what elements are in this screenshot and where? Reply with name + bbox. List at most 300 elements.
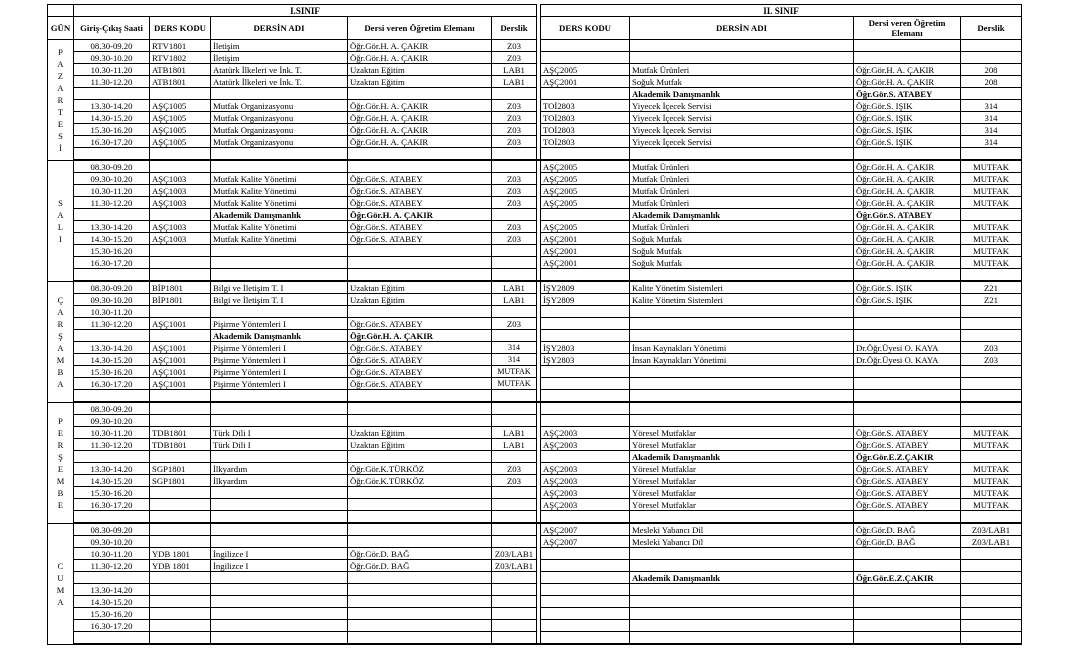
room-cell-2 — [961, 511, 1022, 524]
time-cell: 16.30-17.20 — [74, 136, 150, 148]
code-cell-1 — [150, 487, 211, 499]
teacher-cell-2: Öğr.Gör.H. A. ÇAKIR — [854, 233, 961, 245]
name-cell-1 — [211, 499, 348, 511]
room-cell-1: Z03 — [492, 100, 537, 112]
name-cell-2: Yöresel Mutfaklar — [630, 439, 854, 451]
schedule-row — [48, 112, 1022, 124]
teacher-cell-2 — [854, 318, 961, 330]
name-cell-1 — [211, 245, 348, 257]
name-cell-2: Soğuk Mutfak — [630, 233, 854, 245]
teacher-cell-2 — [854, 584, 961, 596]
schedule-sheet — [47, 4, 1022, 645]
name-cell-2: Soğuk Mutfak — [630, 245, 854, 257]
teacher-cell-2: Öğr.Gör.S. IŞIK — [854, 112, 961, 124]
code-cell-2: TOİ2803 — [541, 124, 630, 136]
code-cell-1 — [150, 306, 211, 318]
name-cell-1: İngilizce I — [211, 548, 348, 560]
schedule-row — [48, 451, 1022, 463]
schedule-row — [48, 245, 1022, 257]
schedule-row — [48, 197, 1022, 209]
name-cell-2 — [630, 40, 854, 52]
room-cell-1: MUTFAK — [492, 366, 537, 378]
time-cell: 09.30-10.20 — [74, 536, 150, 548]
name-cell-2: Mesleki Yabancı Dil — [630, 523, 854, 536]
day-letter: A — [57, 378, 64, 389]
code-cell-2 — [541, 584, 630, 596]
room-cell-1 — [492, 330, 537, 342]
code-cell-2 — [541, 572, 630, 584]
schedule-row — [48, 88, 1022, 100]
name-cell-1: Türk Dili I — [211, 427, 348, 439]
teacher-cell-1 — [348, 306, 492, 318]
code-cell-2 — [541, 52, 630, 64]
name-cell-2 — [630, 584, 854, 596]
teacher-cell-1: Öğr.Gör.S. ATABEY — [348, 318, 492, 330]
room-cell-2 — [961, 88, 1022, 100]
teacher-cell-2: Öğr.Gör.H. A. ÇAKIR — [854, 160, 961, 173]
room-cell-1: Z03/LAB1 — [492, 560, 537, 572]
room-cell-1: MUTFAK — [492, 378, 537, 390]
name-cell-2: Yiyecek İçecek Servisi — [630, 124, 854, 136]
teacher-cell-2: Öğr.Gör.S. ATABEY — [854, 487, 961, 499]
name-cell-2 — [630, 620, 854, 632]
room-cell-1: LAB1 — [492, 439, 537, 451]
name-cell-1: İletişim — [211, 40, 348, 52]
room-cell-2: MUTFAK — [961, 463, 1022, 475]
code-cell-1: AŞÇ1005 — [150, 136, 211, 148]
name-cell-1: Mutfak Kalite Yönetimi — [211, 197, 348, 209]
code-cell-2: AŞÇ2005 — [541, 185, 630, 197]
time-cell: 11.30-12.20 — [74, 318, 150, 330]
room-cell-1 — [492, 390, 537, 403]
time-cell — [74, 209, 150, 221]
time-cell: 16.30-17.20 — [74, 378, 150, 390]
teacher-cell-1: Öğr.Gör.H. A. ÇAKIR — [348, 112, 492, 124]
day-letter: S — [58, 197, 63, 208]
teacher-cell-2 — [854, 269, 961, 282]
day-letter: I — [59, 233, 62, 244]
name-cell-2: Soğuk Mutfak — [630, 76, 854, 88]
room-cell-2: MUTFAK — [961, 233, 1022, 245]
room-cell-1 — [492, 306, 537, 318]
name-cell-1: Mutfak Kalite Yönetimi — [211, 185, 348, 197]
schedule-row — [48, 185, 1022, 197]
day-letter: Z — [57, 70, 64, 81]
room-cell-2: 314 — [961, 136, 1022, 148]
name-cell-1: Mutfak Organizasyonu — [211, 124, 348, 136]
schedule-row — [48, 536, 1022, 548]
name-cell-1 — [211, 596, 348, 608]
day-letter: S — [58, 130, 63, 141]
schedule-row — [48, 209, 1022, 221]
name-cell-1 — [211, 511, 348, 524]
teacher-cell-2: Öğr.Gör.H. A. ÇAKIR — [854, 257, 961, 269]
room-cell-1: 314 — [492, 354, 537, 366]
teacher-cell-2: Öğr.Gör.H. A. ÇAKIR — [854, 197, 961, 209]
teacher-cell-1: Öğr.Gör.H. A. ÇAKIR — [348, 209, 492, 221]
room-cell-2 — [961, 209, 1022, 221]
room-cell-1 — [492, 269, 537, 282]
code-cell-2: AŞÇ2001 — [541, 233, 630, 245]
code-cell-1 — [150, 536, 211, 548]
time-cell: 09.30-10.20 — [74, 294, 150, 306]
time-cell — [74, 511, 150, 524]
time-cell: 08.30-09.20 — [74, 523, 150, 536]
time-cell: 13.30-14.20 — [74, 584, 150, 596]
name-cell-1: Mutfak Kalite Yönetimi — [211, 233, 348, 245]
teacher-cell-1: Öğr.Gör.S. ATABEY — [348, 342, 492, 354]
day-letter: Ş — [58, 451, 63, 462]
schedule-row — [48, 306, 1022, 318]
code-cell-1 — [150, 402, 211, 415]
time-cell: 16.30-17.20 — [74, 620, 150, 632]
code-cell-1 — [150, 390, 211, 403]
name-cell-2: Soğuk Mutfak — [630, 257, 854, 269]
teacher-cell-1: Öğr.Gör.H. A. ÇAKIR — [348, 136, 492, 148]
code-cell-2 — [541, 620, 630, 632]
room-cell-2 — [961, 620, 1022, 632]
time-cell: 15.30-16.20 — [74, 245, 150, 257]
column-header-row — [48, 17, 1022, 40]
day-letter: M — [56, 475, 65, 486]
name-cell-1: Pişirme Yöntemleri I — [211, 378, 348, 390]
code-cell-2: TOİ2803 — [541, 112, 630, 124]
code-cell-2 — [541, 608, 630, 620]
time-cell: 15.30-16.20 — [74, 608, 150, 620]
schedule-row — [48, 632, 1022, 645]
time-cell: 15.30-16.20 — [74, 366, 150, 378]
schedule-row — [48, 40, 1022, 52]
room-cell-1 — [492, 257, 537, 269]
name-cell-1: İletişim — [211, 52, 348, 64]
name-cell-2 — [630, 511, 854, 524]
name-cell-1: Mutfak Organizasyonu — [211, 136, 348, 148]
room-cell-1: Z03 — [492, 233, 537, 245]
name-cell-2: Mutfak Ürünleri — [630, 221, 854, 233]
day-label — [48, 523, 74, 644]
code-cell-2: AŞÇ2003 — [541, 427, 630, 439]
room-cell-2: Z21 — [961, 281, 1022, 294]
teacher-cell-1 — [348, 415, 492, 427]
teacher-cell-2: Öğr.Gör.S. IŞIK — [854, 100, 961, 112]
schedule-row — [48, 342, 1022, 354]
teacher-cell-1: Öğr.Gör.S. ATABEY — [348, 197, 492, 209]
teacher-cell-2 — [854, 40, 961, 52]
teacher-cell-2: Öğr.Gör.H. A. ÇAKIR — [854, 185, 961, 197]
col-code-1: DERS KODU — [150, 17, 211, 40]
name-cell-2 — [630, 548, 854, 560]
room-cell-2: 208 — [961, 76, 1022, 88]
schedule-row — [48, 318, 1022, 330]
day-letter: M — [56, 584, 65, 595]
name-cell-2: Mutfak Ürünleri — [630, 197, 854, 209]
time-cell — [74, 572, 150, 584]
room-cell-2: MUTFAK — [961, 499, 1022, 511]
day-letter: T — [57, 106, 64, 117]
room-cell-1 — [492, 245, 537, 257]
teacher-cell-1: Öğr.Gör.S. ATABEY — [348, 221, 492, 233]
day-letter: A — [57, 82, 64, 93]
room-cell-2: MUTFAK — [961, 160, 1022, 173]
day-letter: E — [57, 118, 64, 129]
name-cell-1 — [211, 608, 348, 620]
schedule-row — [48, 64, 1022, 76]
teacher-cell-1 — [348, 451, 492, 463]
code-cell-2 — [541, 88, 630, 100]
code-cell-1: RTV1802 — [150, 52, 211, 64]
room-cell-1 — [492, 209, 537, 221]
code-cell-1 — [150, 584, 211, 596]
schedule-row — [48, 330, 1022, 342]
schedule-row — [48, 475, 1022, 487]
schedule-row — [48, 439, 1022, 451]
code-cell-1 — [150, 257, 211, 269]
name-cell-2: Yiyecek İçecek Servisi — [630, 112, 854, 124]
code-cell-2 — [541, 560, 630, 572]
name-cell-2 — [630, 330, 854, 342]
teacher-cell-2: Öğr.Gör.S. ATABEY — [854, 427, 961, 439]
room-cell-1: Z03 — [492, 475, 537, 487]
day-label — [48, 402, 74, 523]
teacher-cell-2: Dr.Öğr.Üyesi O. KAYA — [854, 342, 961, 354]
teacher-cell-2: Öğr.Gör.S. ATABEY — [854, 88, 961, 100]
code-cell-2: AŞÇ2003 — [541, 499, 630, 511]
code-cell-2: AŞÇ2003 — [541, 439, 630, 451]
teacher-cell-1: Öğr.Gör.S. ATABEY — [348, 185, 492, 197]
room-cell-1 — [492, 160, 537, 173]
code-cell-1: AŞÇ1001 — [150, 378, 211, 390]
teacher-cell-1: Öğr.Gör.K.TÜRKÖZ — [348, 475, 492, 487]
teacher-cell-2 — [854, 378, 961, 390]
code-cell-1 — [150, 148, 211, 161]
col-time: Giriş-Çıkış Saati — [74, 17, 150, 40]
code-cell-1 — [150, 523, 211, 536]
schedule-row — [48, 100, 1022, 112]
code-cell-1: AŞÇ1001 — [150, 354, 211, 366]
room-cell-1 — [492, 584, 537, 596]
name-cell-1 — [211, 390, 348, 403]
code-cell-1: AŞÇ1003 — [150, 233, 211, 245]
teacher-cell-1 — [348, 596, 492, 608]
schedule-row — [48, 160, 1022, 173]
code-cell-2: AŞÇ2005 — [541, 64, 630, 76]
teacher-cell-2: Öğr.Gör.E.Z.ÇAKIR — [854, 451, 961, 463]
room-cell-1: LAB1 — [492, 294, 537, 306]
room-cell-1 — [492, 632, 537, 645]
room-cell-2 — [961, 366, 1022, 378]
name-cell-1 — [211, 402, 348, 415]
time-cell: 10.30-11.20 — [74, 427, 150, 439]
schedule-row — [48, 378, 1022, 390]
code-cell-2: İŞY2809 — [541, 281, 630, 294]
name-cell-1: Akademik Danışmanlık — [211, 209, 348, 221]
schedule-row — [48, 269, 1022, 282]
name-cell-1: Mutfak Kalite Yönetimi — [211, 221, 348, 233]
name-cell-1: İlkyardım — [211, 475, 348, 487]
time-cell: 09.30-10.20 — [74, 173, 150, 185]
name-cell-1: Atatürk İlkeleri ve İnk. T. — [211, 76, 348, 88]
code-cell-2 — [541, 269, 630, 282]
code-cell-1: TDB1801 — [150, 439, 211, 451]
schedule-table — [47, 4, 1022, 645]
name-cell-2 — [630, 148, 854, 161]
room-cell-1 — [492, 415, 537, 427]
room-cell-1: Z03/LAB1 — [492, 548, 537, 560]
teacher-cell-2: Öğr.Gör.S. IŞIK — [854, 281, 961, 294]
name-cell-1 — [211, 632, 348, 645]
room-cell-2 — [961, 608, 1022, 620]
day-letter: L — [57, 221, 64, 232]
teacher-cell-1 — [348, 632, 492, 645]
code-cell-2: AŞÇ2007 — [541, 536, 630, 548]
time-cell: 14.30-15.20 — [74, 475, 150, 487]
day-letter: Ş — [58, 330, 63, 341]
day-letter: R — [57, 318, 64, 329]
name-cell-2: Yöresel Mutfaklar — [630, 487, 854, 499]
room-cell-1 — [492, 402, 537, 415]
name-cell-1: Mutfak Organizasyonu — [211, 112, 348, 124]
day-letter: B — [57, 366, 64, 377]
name-cell-2 — [630, 560, 854, 572]
name-cell-2 — [630, 52, 854, 64]
time-cell: 09.30-10.20 — [74, 415, 150, 427]
room-cell-2 — [961, 415, 1022, 427]
name-cell-2 — [630, 608, 854, 620]
code-cell-1: SGP1801 — [150, 475, 211, 487]
name-cell-1: Pişirme Yöntemleri I — [211, 354, 348, 366]
room-cell-1 — [492, 596, 537, 608]
code-cell-2: AŞÇ2001 — [541, 257, 630, 269]
day-letter: A — [57, 596, 64, 607]
room-cell-1 — [492, 451, 537, 463]
teacher-cell-2: Öğr.Gör.D. BAĞ — [854, 536, 961, 548]
room-cell-2 — [961, 560, 1022, 572]
schedule-row — [48, 620, 1022, 632]
teacher-cell-2: Öğr.Gör.S. ATABEY — [854, 463, 961, 475]
code-cell-1 — [150, 499, 211, 511]
name-cell-2 — [630, 269, 854, 282]
code-cell-2: AŞÇ2007 — [541, 523, 630, 536]
teacher-cell-1: Öğr.Gör.S. ATABEY — [348, 233, 492, 245]
teacher-cell-1 — [348, 245, 492, 257]
teacher-cell-1: Uzaktan Eğitim — [348, 64, 492, 76]
room-cell-2: MUTFAK — [961, 475, 1022, 487]
schedule-row — [48, 560, 1022, 572]
time-cell: 09.30-10.20 — [74, 52, 150, 64]
code-cell-1: ATB1801 — [150, 64, 211, 76]
code-cell-1 — [150, 209, 211, 221]
time-cell: 08.30-09.20 — [74, 281, 150, 294]
day-letter: U — [57, 572, 64, 583]
teacher-cell-1 — [348, 487, 492, 499]
name-cell-2: Yöresel Mutfaklar — [630, 427, 854, 439]
schedule-row — [48, 415, 1022, 427]
teacher-cell-1 — [348, 499, 492, 511]
time-cell — [74, 632, 150, 645]
room-cell-2 — [961, 40, 1022, 52]
code-cell-2: AŞÇ2005 — [541, 160, 630, 173]
teacher-cell-1: Öğr.Gör.H. A. ÇAKIR — [348, 40, 492, 52]
name-cell-1: Bilgi ve İletişim T. I — [211, 281, 348, 294]
code-cell-1: ATB1801 — [150, 76, 211, 88]
name-cell-1 — [211, 487, 348, 499]
teacher-cell-2 — [854, 306, 961, 318]
code-cell-1 — [150, 572, 211, 584]
code-cell-2 — [541, 390, 630, 403]
code-cell-2: TOİ2803 — [541, 136, 630, 148]
room-cell-1 — [492, 487, 537, 499]
code-cell-1: AŞÇ1001 — [150, 342, 211, 354]
day-letter: E — [57, 499, 64, 510]
room-cell-2: 314 — [961, 100, 1022, 112]
day-letter: A — [57, 342, 64, 353]
code-cell-2 — [541, 209, 630, 221]
teacher-cell-1 — [348, 536, 492, 548]
schedule-row — [48, 281, 1022, 294]
schedule-row — [48, 173, 1022, 185]
day-label — [48, 40, 74, 161]
code-cell-2 — [541, 318, 630, 330]
time-cell: 10.30-11.20 — [74, 306, 150, 318]
room-cell-2: 314 — [961, 124, 1022, 136]
teacher-cell-1: Uzaktan Eğitim — [348, 427, 492, 439]
teacher-cell-2 — [854, 415, 961, 427]
teacher-cell-2: Öğr.Gör.S. IŞIK — [854, 124, 961, 136]
code-cell-2 — [541, 415, 630, 427]
day-letter: Ç — [57, 294, 64, 305]
name-cell-1: Türk Dili I — [211, 439, 348, 451]
time-cell — [74, 88, 150, 100]
teacher-cell-2 — [854, 330, 961, 342]
room-cell-1: Z03 — [492, 40, 537, 52]
code-cell-1 — [150, 596, 211, 608]
teacher-cell-1: Uzaktan Eğitim — [348, 281, 492, 294]
teacher-cell-2 — [854, 632, 961, 645]
day-letter: İ — [59, 142, 62, 153]
teacher-cell-1 — [348, 572, 492, 584]
teacher-cell-2 — [854, 402, 961, 415]
time-cell: 14.30-15.20 — [74, 112, 150, 124]
name-cell-2: Akademik Danışmanlık — [630, 209, 854, 221]
room-cell-1: LAB1 — [492, 427, 537, 439]
time-cell: 13.30-14.20 — [74, 463, 150, 475]
name-cell-2: Yöresel Mutfaklar — [630, 463, 854, 475]
room-cell-2 — [961, 148, 1022, 161]
code-cell-2: İŞY2809 — [541, 294, 630, 306]
room-cell-1 — [492, 536, 537, 548]
room-cell-1: Z03 — [492, 112, 537, 124]
schedule-row — [48, 52, 1022, 64]
room-cell-2: Z03 — [961, 354, 1022, 366]
name-cell-2 — [630, 318, 854, 330]
name-cell-2 — [630, 596, 854, 608]
teacher-cell-1: Öğr.Gör.H. A. ÇAKIR — [348, 52, 492, 64]
time-cell: 15.30-16.20 — [74, 487, 150, 499]
time-cell: 16.30-17.20 — [74, 257, 150, 269]
teacher-cell-1: Öğr.Gör.S. ATABEY — [348, 354, 492, 366]
teacher-cell-2: Öğr.Gör.H. A. ÇAKIR — [854, 76, 961, 88]
teacher-cell-1: Uzaktan Eğitim — [348, 76, 492, 88]
code-cell-2 — [541, 378, 630, 390]
schedule-row — [48, 523, 1022, 536]
name-cell-1 — [211, 620, 348, 632]
teacher-cell-1: Öğr.Gör.D. BAĞ — [348, 548, 492, 560]
name-cell-2: Kalite Yönetim Sistemleri — [630, 281, 854, 294]
day-letter: E — [57, 463, 64, 474]
schedule-row — [48, 548, 1022, 560]
name-cell-2: Akademik Danışmanlık — [630, 451, 854, 463]
teacher-cell-2 — [854, 52, 961, 64]
